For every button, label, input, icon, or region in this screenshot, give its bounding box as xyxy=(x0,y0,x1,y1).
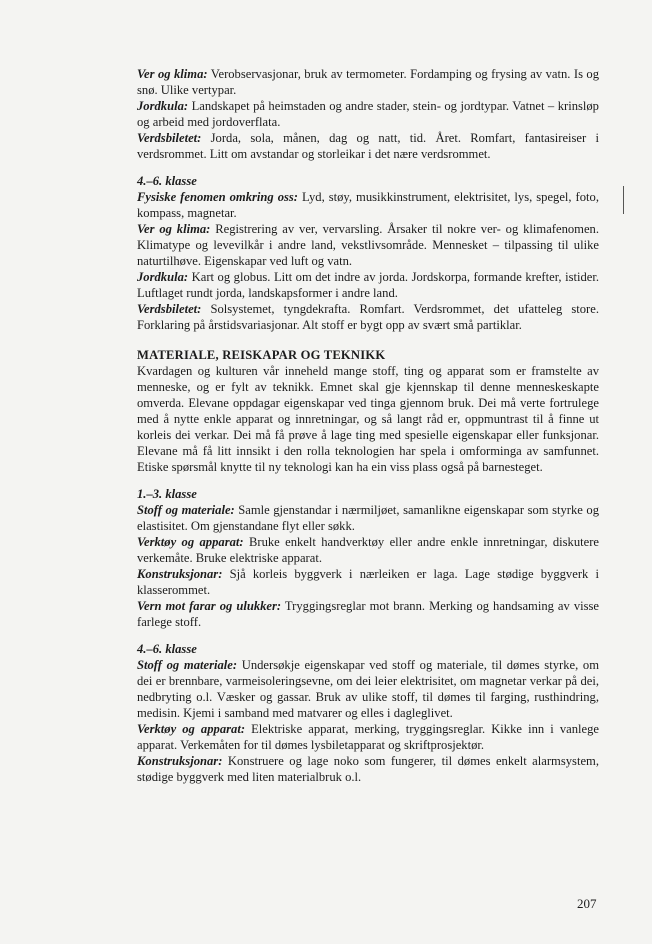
list-item xyxy=(137,657,599,721)
item-text: Samle gjenstandar i nærmiljøet, samanlikne eigenskapar som styrke og elastisitet. Om gjenstandane flyt eller søkk. xyxy=(137,503,599,533)
item-text: Kart og globus. Litt om det indre av jorda. Jordskorpa, formande krefter, istider. Luftlaget rundt jorda, landskapsformer i andre land. xyxy=(137,270,599,300)
list-item xyxy=(137,269,599,301)
list-item xyxy=(137,753,599,785)
item-lead: Konstruksjonar: xyxy=(137,567,223,581)
item-text: Jorda, sola, månen, dag og natt, tid. Året. Romfart, fantasireiser i verdsrommet. Litt om avstandar og storleikar i det nære verdsrommet. xyxy=(137,131,600,161)
page-body xyxy=(137,66,599,785)
item-text: Undersøkje eigenskapar ved stoff og materiale, til dømes styrke, om dei er brennbare, varmeisoleringsevne, om dei leier elektrisitet, om magnetar verkar på dei, nedbryting o.l. Væsker og gassar. Bruk av ulike stoff, til dømes til farging, rusthindring, medisin. Kjemi i samband med matvarer og elles i dagleglivet. xyxy=(137,658,599,720)
item-text: Tryggingsreglar mot brann. Merking og handsaming av visse farlege stoff. xyxy=(137,599,600,629)
item-lead: Jordkula: xyxy=(137,99,189,113)
grade-heading: 4.–6. klasse xyxy=(137,174,197,188)
item-text: Sjå korleis byggverk i nærleiken er laga. Lage stødige byggverk i klasserommet. xyxy=(137,567,599,597)
item-lead: Stoff og materiale: xyxy=(137,503,235,517)
item-text: Elektriske apparat, merking, tryggingsreglar. Kikke inn i vanlege apparat. Verkemåten for til dømes lysbiletapparat og skriftprosjektør. xyxy=(137,722,599,752)
list-item xyxy=(137,502,599,534)
intro-weather xyxy=(137,66,599,98)
item-lead: Vern mot farar og ulukker: xyxy=(137,599,282,613)
item-text: Registrering av ver, vervarsling. Årsaker til nokre ver- og klimafenomen. Klimatype og levevilkår i andre land, vekstlivsområde. Mennesket – tilpassing til ulike naturtilhøve. Eigenskapar ved luft og vatn. xyxy=(137,222,599,268)
item-lead: Fysiske fenomen omkring oss: xyxy=(137,190,298,204)
list-item xyxy=(137,598,599,630)
grade-heading: 4.–6. klasse xyxy=(137,642,197,656)
item-text: Lyd, støy, musikkinstrument, elektrisitet, lys, spegel, foto, kompass, magnetar. xyxy=(137,190,599,220)
item-text: Bruke enkelt handverktøy eller andre enkle innretningar, diskutere verkemåte. Bruke elektriske apparat. xyxy=(137,535,599,565)
page-number: 207 xyxy=(577,896,597,911)
list-item xyxy=(137,534,599,566)
item-lead: Verdsbiletet: xyxy=(137,131,202,145)
intro-globe xyxy=(137,98,599,130)
intro-worldview xyxy=(137,130,599,162)
item-lead: Jordkula: xyxy=(137,270,189,284)
item-text: Solsystemet, tyngdekrafta. Romfart. Verdsrommet, det ufatteleg store. Forklaring på årstidsvariasjonar. Alt stoff er bygt opp av svært små partiklar. xyxy=(137,302,599,332)
item-lead: Verktøy og apparat: xyxy=(137,722,246,736)
item-text: Landskapet på heimstaden og andre stader, stein- og jordtypar. Vatnet – krinsløp og arbeid med jordoverflata. xyxy=(137,99,599,129)
section-paragraph: Kvardagen og kulturen vår inneheld mange stoff, ting og apparat som er framstelte av menneske, og er fylt av teknikk. Emnet skal gje kjennskap til denne menneskeskapte omverda. Elevane oppdagar eigenskapar ved tinga gjennom bruk. Dei må verte fortrulege med å nytte enkle apparat og innretningar, og så langt råd er, oppmuntrast til å finne ut korleis dei verkar. Dei må få prøve å lage ting med spesielle eigenskapar eller funksjonar. Elevane må få litt innsikt i den rolla teknologien har spela i omforminga av samfunnet. Etiske spørsmål knytte til ny teknologi kan ha ein viss plass også på barnesteget. xyxy=(137,364,599,474)
item-text: Konstruere og lage noko som fungerer, til dømes enkelt alarmsystem, stødige byggverk med liten materialbruk o.l. xyxy=(137,754,599,784)
section-heading: MATERIALE, REISKAPAR OG TEKNIKK xyxy=(137,348,386,362)
item-lead: Verktøy og apparat: xyxy=(137,535,244,549)
item-lead: Ver og klima: xyxy=(137,222,211,236)
list-item xyxy=(137,189,599,221)
list-item xyxy=(137,566,599,598)
list-item xyxy=(137,301,599,333)
item-lead: Konstruksjonar: xyxy=(137,754,223,768)
item-text: Verobservasjonar, bruk av termometer. Fordamping og frysing av vatn. Is og snø. Ulike vertypar. xyxy=(137,67,600,97)
list-item xyxy=(137,721,599,753)
item-lead: Stoff og materiale: xyxy=(137,658,238,672)
margin-mark xyxy=(623,186,624,214)
item-lead: Ver og klima: xyxy=(137,67,208,81)
list-item xyxy=(137,221,599,269)
grade-heading: 1.–3. klasse xyxy=(137,487,197,501)
item-lead: Verdsbiletet: xyxy=(137,302,202,316)
